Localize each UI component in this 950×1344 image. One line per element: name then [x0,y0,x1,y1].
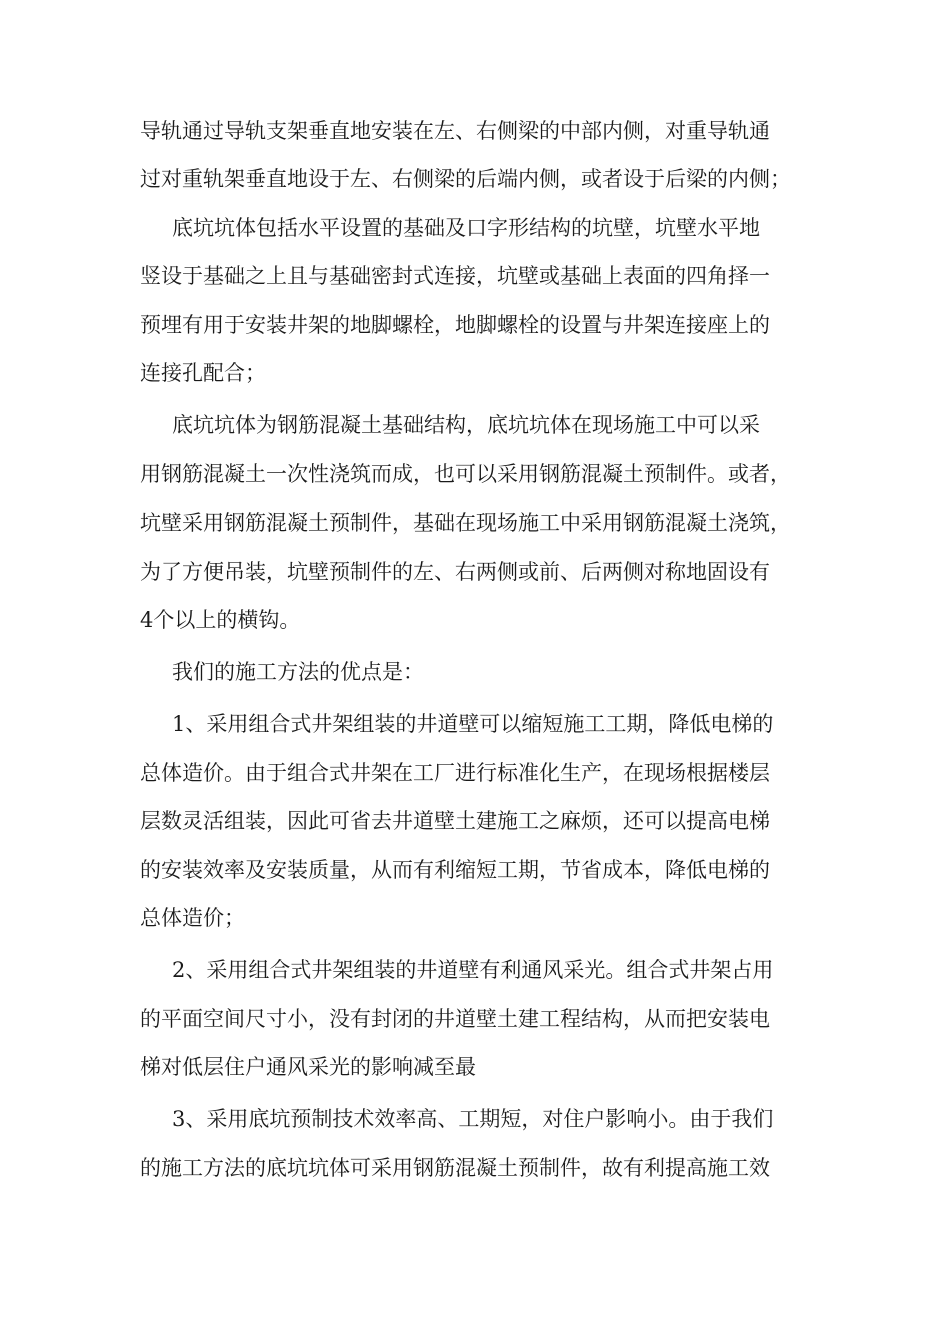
text-line: 的施工方法的底坑坑体可采用钢筋混凝土预制件，故有利提高施工效 [140,1156,770,1180]
list-item-first-line: 3、采用底坑预制技术效率高、工期短，对住户影响小。由于我们 [172,1107,774,1131]
text-line: 连接孔配合； [140,361,266,385]
text-line: 预埋有用于安装井架的地脚螺栓，地脚螺栓的设置与井架连接座上的 [140,313,770,337]
text-line: 的安装效率及安装质量，从而有利缩短工期，节省成本，降低电梯的 [140,858,770,882]
text-line: 梯对低层住户通风采光的影响减至最 [140,1055,476,1079]
text-line: 用钢筋混凝土一次性浇筑而成，也可以采用钢筋混凝土预制件。或者， [140,462,791,486]
list-item-first-line: 1、采用组合式井架组装的井道壁可以缩短施工工期，降低电梯的 [172,712,774,736]
text-line: 竖设于基础之上且与基础密封式连接，坑壁或基础上表面的四角择一 [140,264,770,288]
list-item-first-line: 2、采用组合式井架组装的井道壁有利通风采光。组合式井架占用 [172,958,774,982]
text-line: 总体造价； [140,906,245,930]
paragraph-first-line: 底坑坑体为钢筋混凝土基础结构，底坑坑体在现场施工中可以采 [172,413,760,437]
text-line: 4个以上的横钩。 [140,608,301,632]
text-line: 为了方便吊装，坑壁预制件的左、右两侧或前、后两侧对称地固设有 [140,560,770,584]
section-heading: 我们的施工方法的优点是： [172,660,424,684]
text-line: 层数灵活组装，因此可省去井道壁土建施工之麻烦，还可以提高电梯 [140,809,770,833]
text-line: 导轨通过导轨支架垂直地安装在左、右侧梁的中部内侧，对重导轨通 [140,119,770,143]
text-line: 总体造价。由于组合式井架在工厂进行标准化生产，在现场根据楼层 [140,761,770,785]
text-line: 的平面空间尺寸小，没有封闭的井道壁土建工程结构，从而把安装电 [140,1007,770,1031]
paragraph-first-line: 底坑坑体包括水平设置的基础及口字形结构的坑壁，坑壁水平地 [172,216,760,240]
text-line: 坑壁采用钢筋混凝土预制件，基础在现场施工中采用钢筋混凝土浇筑， [140,511,791,535]
text-line: 过对重轨架垂直地设于左、右侧梁的后端内侧，或者设于后梁的内侧； [140,167,791,191]
